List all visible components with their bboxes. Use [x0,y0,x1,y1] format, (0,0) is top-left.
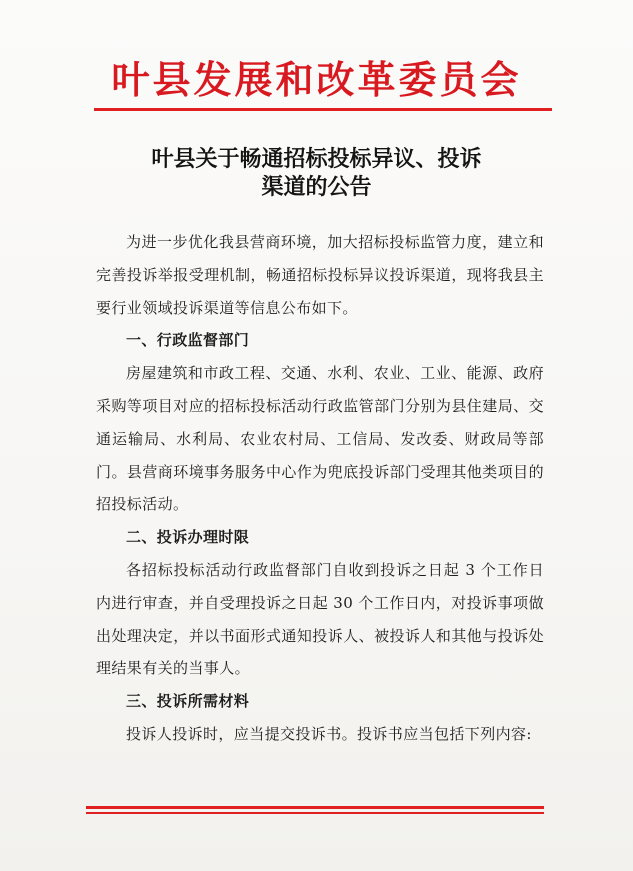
footer-red-rule-thin [86,812,544,814]
letterhead-title: 叶县发展和改革委员会 [111,57,522,102]
notice-title-line-2: 渠道的公告 [261,174,372,200]
footer-red-rule-thick [86,806,544,809]
letterhead-red-rule [94,108,552,111]
section-heading-time-limit: 二、投诉办理时限 [126,528,250,547]
notice-title-line-1: 叶县关于畅通招标投标异议、投诉 [151,146,482,172]
section-heading-materials: 三、投诉所需材料 [126,692,250,711]
section-paragraph-supervision: 房屋建筑和市政工程、交通、水利、农业、工业、能源、政府采购等项目对应的招标投标活动行政监管部门分别为县住建局、交通运输局、水利局、农业农村局、工信局、发改委、财政局等部门。县营商环境事务服务中心作为兜底投诉部门受理其他类项目的招投标活动。 [96,364,544,514]
notice-title [0,145,633,201]
section-heading-supervision: 一、行政监督部门 [126,331,250,350]
intro-paragraph: 为进一步优化我县营商环境，加大招标投标监管力度，建立和完善投诉举报受理机制，畅通招标投标异议投诉渠道，现将我县主要行业领域投诉渠道等信息公布如下。 [96,233,544,317]
notice-body [96,226,544,751]
section-paragraph-time-limit: 各招标投标活动行政监督部门自收到投诉之日起 3 个工作日内进行审查，并自受理投诉之日起 30 个工作日内，对投诉事项做出处理决定，并以书面形式通知投诉人、被投诉人和其他与投诉处理结果有关的当事人。 [96,560,544,678]
section-paragraph-materials: 投诉人投诉时，应当提交投诉书。投诉书应当包括下列内容: [126,724,532,743]
